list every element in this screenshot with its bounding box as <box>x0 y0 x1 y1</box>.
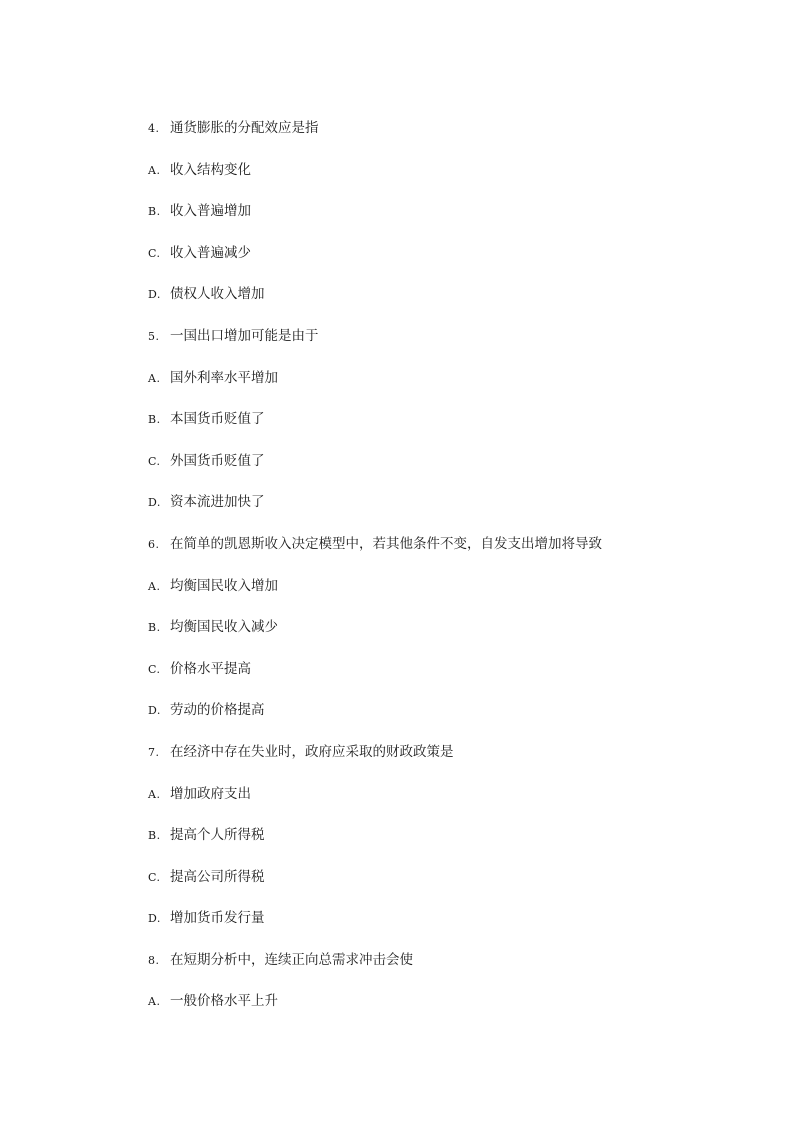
answer-option <box>148 659 748 701</box>
answer-option <box>148 784 748 826</box>
option-text: 一般价格水平上升 <box>170 993 278 1010</box>
option-text: 均衡国民收入增加 <box>170 577 278 594</box>
option-text: 增加政府支出 <box>170 785 251 802</box>
option-text: 劳动的价格提高 <box>170 702 265 719</box>
answer-option <box>148 576 748 618</box>
option-label: D. <box>148 496 161 510</box>
question-list <box>148 118 748 1033</box>
option-label: C. <box>148 870 161 884</box>
option-text: 价格水平提高 <box>170 660 251 677</box>
question-text: 在简单的凯恩斯收入决定模型中，若其他条件不变，自发支出增加将导致 <box>170 535 602 552</box>
question-text: 在短期分析中，连续正向总需求冲击会使 <box>170 951 413 968</box>
option-label: A. <box>148 995 161 1009</box>
answer-option <box>148 243 748 285</box>
question-text: 通货膨胀的分配效应是指 <box>170 120 319 136</box>
option-text: 国外利率水平增加 <box>170 369 278 386</box>
option-label: A. <box>148 371 161 385</box>
answer-option <box>148 991 748 1033</box>
option-text: 债权人收入增加 <box>170 286 265 303</box>
option-label: D. <box>148 912 161 926</box>
question-number: 7. <box>148 745 160 759</box>
question-number: 4. <box>148 122 160 135</box>
option-label: A. <box>148 579 161 593</box>
answer-option <box>148 451 748 493</box>
option-label: D. <box>148 288 161 302</box>
option-text: 收入普遍增加 <box>170 203 251 220</box>
answer-option <box>148 617 748 659</box>
option-text: 增加货币发行量 <box>170 910 265 927</box>
option-label: B. <box>148 205 161 219</box>
option-label: B. <box>148 829 161 843</box>
option-text: 均衡国民收入减少 <box>170 619 278 636</box>
option-text: 提高公司所得税 <box>170 868 265 885</box>
answer-option <box>148 825 748 867</box>
option-label: C. <box>148 454 161 468</box>
answer-option <box>148 492 748 534</box>
question-text: 在经济中存在失业时，政府应采取的财政政策是 <box>170 743 454 760</box>
option-text: 收入普遍减少 <box>170 244 251 261</box>
option-label: A. <box>148 787 161 801</box>
question-text: 一国出口增加可能是由于 <box>170 327 319 344</box>
option-label: B. <box>148 413 161 427</box>
question-stem <box>148 950 748 992</box>
question-stem <box>148 326 748 368</box>
answer-option <box>148 368 748 410</box>
option-text: 收入结构变化 <box>170 161 251 178</box>
question-number: 8. <box>148 953 160 967</box>
answer-option <box>148 908 748 950</box>
option-label: A. <box>148 163 161 177</box>
option-text: 外国货币贬值了 <box>170 452 265 469</box>
answer-option <box>148 201 748 243</box>
option-label: C. <box>148 246 161 260</box>
question-stem <box>148 534 748 576</box>
option-label: C. <box>148 662 161 676</box>
question-number: 6. <box>148 537 160 551</box>
option-label: B. <box>148 621 161 635</box>
question-stem <box>148 118 748 160</box>
option-text: 提高个人所得税 <box>170 827 265 844</box>
answer-option <box>148 284 748 326</box>
answer-option <box>148 700 748 742</box>
option-text: 本国货币贬值了 <box>170 411 265 428</box>
question-number: 5. <box>148 329 160 343</box>
answer-option <box>148 409 748 451</box>
answer-option <box>148 867 748 909</box>
answer-option <box>148 160 748 202</box>
question-stem <box>148 742 748 784</box>
option-text: 资本流进加快了 <box>170 494 265 511</box>
option-label: D. <box>148 704 161 718</box>
